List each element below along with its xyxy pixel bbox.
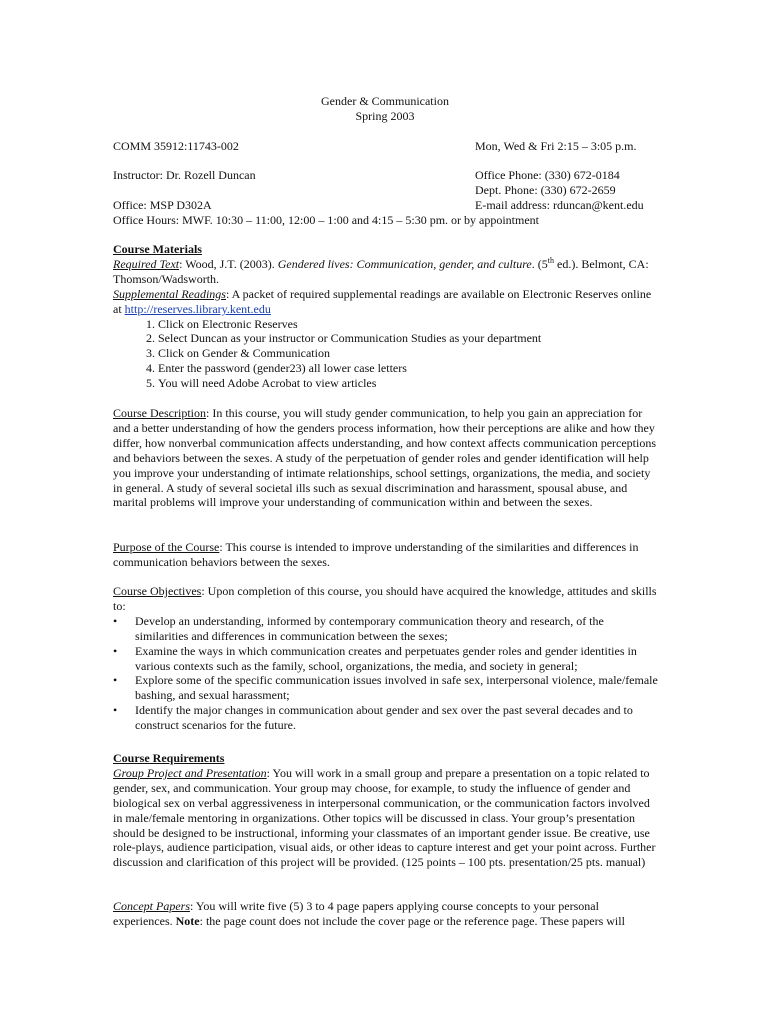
course-schedule: Mon, Wed & Fri 2:15 – 3:05 p.m.: [475, 139, 637, 153]
course-materials-heading: Course Materials: [113, 242, 202, 256]
list-item: • Develop an understanding, informed by contemporary communication theory and research, of the similarities and differences in communication between the sexes;: [113, 613, 604, 643]
course-requirements-section: [113, 751, 658, 870]
course-description-text: : In this course, you will study gender communication, to help you gain an appreciation for and a better understanding of how the genders process information, how their perceptions are alike and how they differ, how nonverbal communication affects understanding, and how context affects communication perceptions and behaviors between the sexes. A study of the perpetuation of gender roles and gender identification will help you improve your understanding of intimate relationships, school settings, organizations, the media, and society in general. A study of several societal ills such as sexual discrimination and harassment, spousal abuse, and marital problems will improve your understanding of communication within and between the sexes.: [113, 406, 657, 510]
course-purpose-text: : This course is intended to improve understanding of the similarities and differences in communication behaviors between the sexes.: [113, 540, 639, 569]
supplemental-readings-paragraph: Supplemental Readings: A packet of required supplemental readings are available on Electronic Reserves online at http://reserves.library.kent.edu: [113, 286, 652, 316]
reserves-link[interactable]: http://reserves.library.kent.edu: [124, 301, 271, 316]
course-objectives-text: : Upon completion of this course, you should have acquired the knowledge, attitudes and skills to:: [113, 584, 657, 613]
office-hours: Office Hours: MWF. 10:30 – 11:00, 12:00 – 1:00 and 4:15 – 5:30 pm. or by appointment: [113, 213, 540, 227]
list-item: 2. Select Duncan as your instructor or Communication Studies as your department: [158, 331, 658, 346]
course-term: Spring 2003: [355, 109, 415, 123]
reserves-steps-list: [113, 317, 658, 392]
bullet-icon: •: [113, 703, 118, 718]
course-title: Gender & Communication: [321, 94, 449, 108]
course-objectives-label: Course Objectives: [113, 584, 202, 598]
course-objectives-section: [113, 584, 658, 733]
group-project-paragraph: Group Project and Presentation: You will work in a small group and prepare a presentation on a topic related to gender, sex, and communication. Your group may choose, for example, to study the influence of gender and biological sex on verbal aggressiveness in interpersonal communication, or the communication factors involved in male/female mentoring in organizations. Other topics will be discussed in class. Your group’s presentation should be designed to be instructional, informing your classmates of an important gender issue. Be creative, use role-plays, audience participation, visual aids, or other ideas to capture interest and get your point across. Further discussion and clarification of this project will be provided. (125 points – 100 pts. presentation/25 pts. manual): [113, 765, 656, 870]
course-materials-section: [113, 242, 658, 391]
list-item: 4. Enter the password (gender23) all lower case letters: [158, 361, 658, 376]
list-item: • Examine the ways in which communication creates and perpetuates gender roles and gender identities in various contexts such as the family, school, organizations, the media, and society in general;: [113, 643, 637, 673]
required-text-label: Required Text: [113, 256, 180, 271]
concept-papers-label: Concept Papers: [113, 899, 190, 913]
office-phone: Office Phone: (330) 672-0184: [475, 168, 620, 182]
supplemental-readings-label: Supplemental Readings: [113, 286, 226, 301]
bullet-icon: •: [113, 643, 118, 658]
dept-phone: Dept. Phone: (330) 672-2659: [475, 183, 616, 197]
list-item: 3. Click on Gender & Communication: [158, 346, 658, 361]
bullet-icon: •: [113, 613, 118, 628]
course-code: COMM 35912:11743-002: [113, 139, 239, 153]
bullet-icon: •: [113, 673, 118, 688]
email-address: E-mail address: rduncan@kent.edu: [475, 198, 644, 212]
required-text-paragraph: Required Text: Wood, J.T. (2003). Gendered lives: Communication, gender, and culture. (5th ed.). Belmont, CA: Thomson/Wadsworth.: [113, 255, 649, 286]
list-item: • Identify the major changes in communication about gender and sex over the past several decades and to construct scenarios for the future.: [113, 703, 633, 733]
list-item: 1. Click on Electronic Reserves: [158, 317, 658, 332]
course-purpose-section: [113, 540, 658, 570]
course-description-label: Course Description: [113, 406, 206, 420]
course-description-section: [113, 406, 658, 510]
course-requirements-heading: Course Requirements: [113, 751, 225, 765]
required-book-title: Gendered lives: Communication, gender, and culture: [277, 256, 532, 271]
list-item: 5. You will need Adobe Acrobat to view articles: [158, 376, 658, 391]
course-purpose-label: Purpose of the Course: [113, 540, 220, 554]
note-label: Note: [175, 913, 200, 928]
office-location: Office: MSP D302A: [113, 198, 212, 212]
instructor-name: Instructor: Dr. Rozell Duncan: [113, 168, 256, 182]
list-item: • Explore some of the specific communication issues involved in safe sex, interpersonal violence, male/female bashing, and sexual harassment;: [113, 673, 658, 703]
concept-papers-section: Concept Papers: You will write five (5) 3 to 4 page papers applying course concepts to your personal experiences. Note: the page count does not include the cover page or the reference page. These papers will: [113, 899, 625, 928]
objectives-list: [113, 614, 658, 733]
group-project-label: Group Project and Presentation: [113, 765, 267, 780]
